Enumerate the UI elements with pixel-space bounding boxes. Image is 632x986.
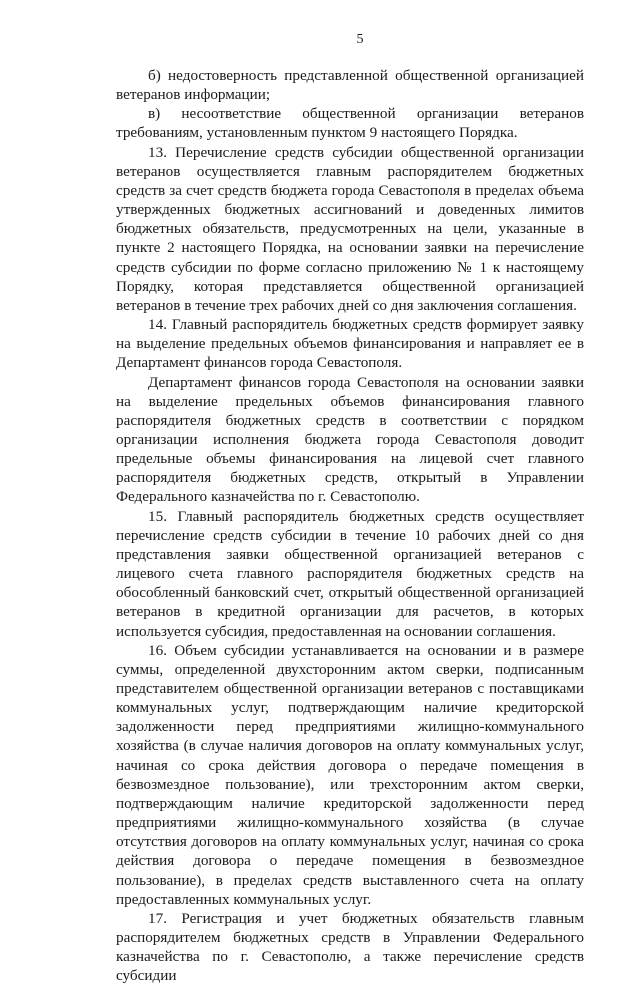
paragraph-14: 14. Главный распорядитель бюджетных средств формирует заявку на выделение предельных объемов финансирования и направляет ее в Департамент финансов города Севастополя. <box>116 316 584 372</box>
paragraph-16: 16. Объем субсидии устанавливается на основании и в размере суммы, определенной двухсторонним актом сверки, подписанным представителем общественной организации ветеранов с поставщиками коммунальных услуг, подтверждающим наличие кредиторской задолженности перед предприятиями жилищно-коммунального хозяйства (в случае наличия договоров на оплату коммунальных услуг, начиная со срока действия договора о передаче помещения в безвозмездное пользование), или трехсторонним актом сверки, подтверждающим наличие кредиторской задолженности перед предприятиями жилищно-коммунального хозяйства (в случае отсутствия договоров на оплату коммунальных услуг, начиная со срока действия договора о передаче помещения в безвозмездное пользование), в пределах средств выставленного счета на оплату предоставленных коммунальных услуг. <box>116 641 584 908</box>
paragraph-item-v: в) несоответствие общественной организации ветеранов требованиям, установленным пунктом 9 настоящего Порядка. <box>116 105 584 142</box>
paragraph-17: 17. Регистрация и учет бюджетных обязательств главным распорядителем бюджетных средств в Управлении Федерального казначейства по г. Севастополю, а также перечисление средств субсидии <box>116 909 584 985</box>
paragraph-15: 15. Главный распорядитель бюджетных средств осуществляет перечисление средств субсидии в течение 10 рабочих дней со дня представления заявки общественной организацией ветеранов с лицевого счета главного распорядителя бюджетных средств на обособленный банковский счет, открытый общественной организацией ветеранов в кредитной организации для расчетов, в которых используется субсидия, предоставленная на основании соглашения. <box>116 507 584 640</box>
paragraph-item-b: б) недостоверность представленной общественной организацией ветеранов информации; <box>116 67 584 104</box>
page-number: 5 <box>356 32 364 47</box>
paragraph-14-continued: Департамент финансов города Севастополя на основании заявки на выделение предельных объемов финансирования главного распорядителя бюджетных средств в соответствии с порядком организации исполнения бюджета города Севастополя доводит предельные объемы финансирования на лицевой счет главного распорядителя бюджетных средств, открытый в Управлении Федерального казначейства по г. Севастополю. <box>116 373 584 506</box>
paragraph-13: 13. Перечисление средств субсидии общественной организации ветеранов осуществляется главным распорядителем бюджетных средств за счет средств бюджета города Севастополя в пределах объема утвержденных бюджетных ассигнований и доведенных лимитов бюджетных обязательств, предусмотренных на цели, указанные в пункте 2 настоящего Порядка, на основании заявки на перечисление средств субсидии по форме согласно приложению № 1 к настоящему Порядку, которая представляется общественной организацией ветеранов в течение трех рабочих дней со дня заключения соглашения. <box>116 143 584 314</box>
